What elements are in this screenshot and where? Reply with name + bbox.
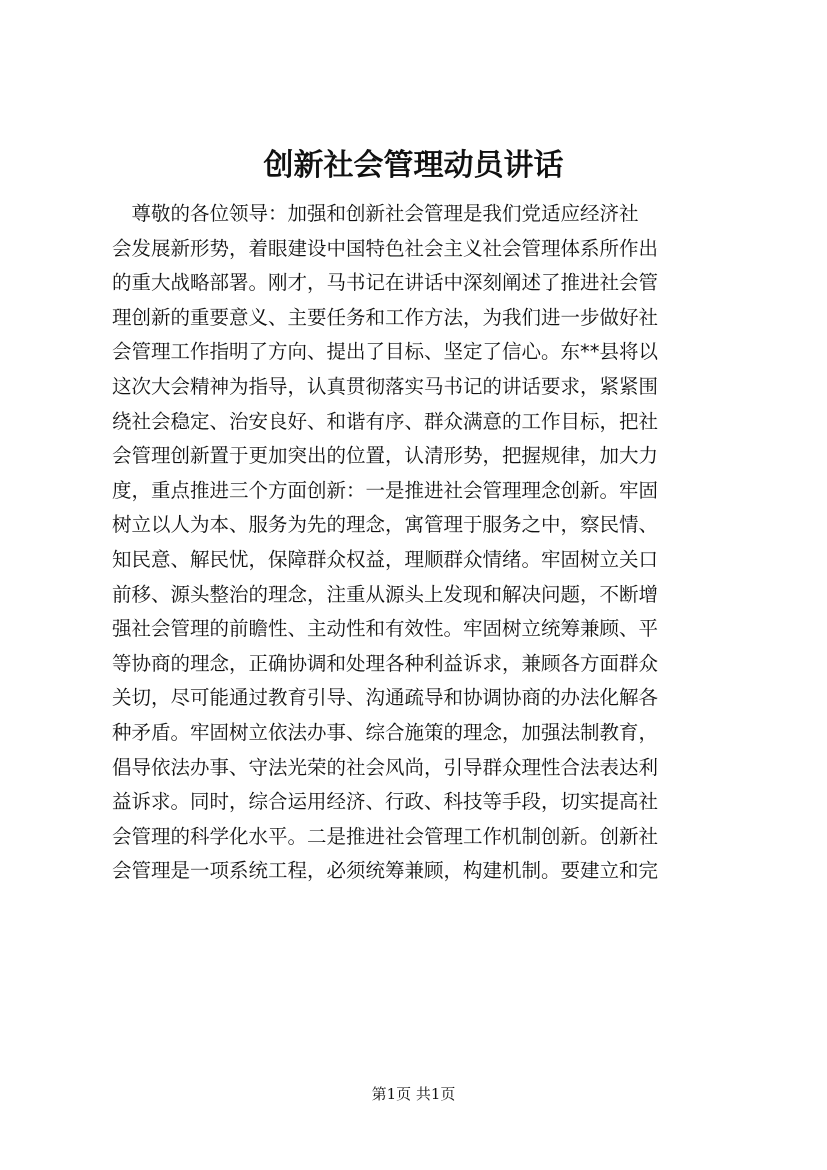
page-footer: 第1页 共1页	[371, 1085, 456, 1103]
body-line: 前移、源头整治的理念，注重从源头上发现和解决问题，不断增	[112, 582, 659, 606]
body-line: 等协商的理念，正确协调和处理各种利益诉求，兼顾各方面群众	[112, 651, 659, 675]
body-line: 这次大会精神为指导，认真贯彻落实马书记的讲话要求，紧紧围	[112, 374, 659, 398]
body-line: 绕社会稳定、治安良好、和谐有序、群众满意的工作目标，把社	[112, 409, 659, 433]
document-body	[112, 197, 716, 889]
body-line: 会管理是一项系统工程，必须统筹兼顾，构建机制。要建立和完	[112, 859, 659, 883]
body-line: 益诉求。同时，综合运用经济、行政、科技等手段，切实提高社	[112, 790, 659, 814]
body-line: 会管理工作指明了方向、提出了目标、坚定了信心。东**县将以	[112, 340, 659, 364]
body-line: 关切，尽可能通过教育引导、沟通疏导和协调协商的办法化解各	[112, 686, 659, 710]
body-line: 尊敬的各位领导：加强和创新社会管理是我们党适应经济社	[112, 202, 639, 225]
body-line: 会发展新形势，着眼建设中国特色社会主义社会管理体系所作出	[112, 236, 659, 260]
body-line: 理创新的重要意义、主要任务和工作方法，为我们进一步做好社	[112, 305, 659, 329]
body-line: 强社会管理的前瞻性、主动性和有效性。牢固树立统筹兼顾、平	[112, 617, 659, 641]
body-line: 种矛盾。牢固树立依法办事、综合施策的理念，加强法制教育，	[112, 720, 659, 744]
body-line: 倡导依法办事、守法光荣的社会风尚，引导群众理性合法表达利	[112, 755, 659, 779]
document-title: 创新社会管理动员讲话	[263, 148, 564, 183]
body-line: 会管理创新置于更加突出的位置，认清形势，把握规律，加大力	[112, 444, 659, 468]
body-line: 的重大战略部署。刚才，马书记在讲话中深刻阐述了推进社会管	[112, 271, 659, 295]
body-line: 度，重点推进三个方面创新：一是推进社会管理理念创新。牢固	[112, 478, 659, 502]
body-line: 树立以人为本、服务为先的理念，寓管理于服务之中，察民情、	[112, 513, 659, 537]
body-line: 会管理的科学化水平。二是推进社会管理工作机制创新。创新社	[112, 824, 659, 848]
body-line: 知民意、解民忧，保障群众权益，理顺群众情绪。牢固树立关口	[112, 547, 659, 571]
